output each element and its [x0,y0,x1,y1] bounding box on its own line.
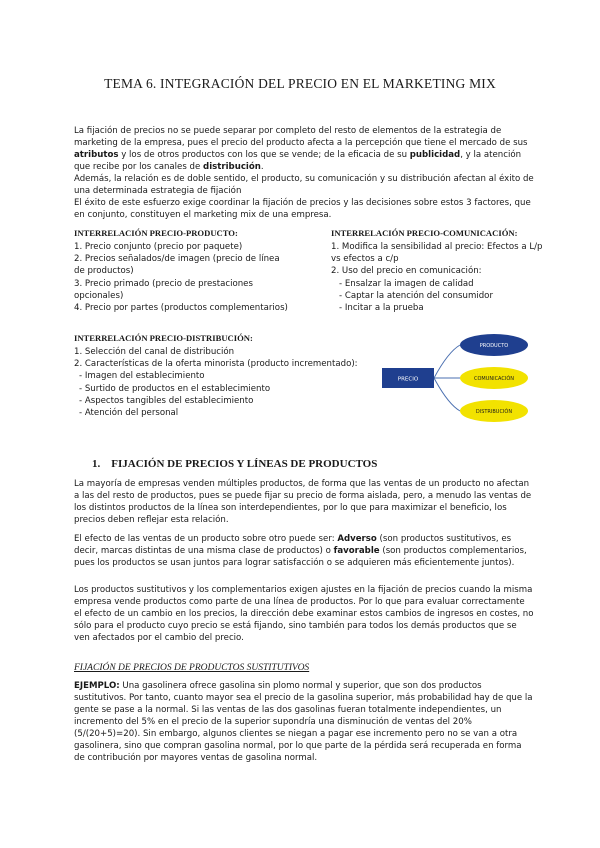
list-item: - Captar la atención del consumidor [339,290,493,301]
list-item: - Incitar a la prueba [339,303,424,314]
intro-paragraph-3: El éxito de este esfuerzo exige coordinar la fijación de precios y las decisiones sobre estos 3 factores, que en conjunto, constituyen el marketing mix de una empresa. [74,198,531,220]
intro-text: , y la atención que recibe por los canales de [74,150,522,172]
intro-text: y los de otros productos con los que se vende; de la eficacia de su [118,150,410,160]
paragraph-text: (son productos complementarios, pues los productos se usan juntos para lograr satisfacción o se adquieren más eficientemente juntos). [74,546,527,568]
list-item: 1. Precio conjunto (precio por paquete) [74,242,243,252]
precio-producto-list [74,241,288,314]
section-1-paragraph-1: La mayoría de empresas venden múltiples productos, de forma que las ventas de un producto no afectan a las del resto de productos, pues se puede fijar su precio de forma aislada, pero, a menudo las ventas de los distintos productos de la línea son interdependientes, por lo que para maximizar el beneficio, los precios deben reflejar esta relación. [74,479,532,525]
bold-atributos: atributos [74,150,119,160]
list-item: - Aspectos tangibles del establecimiento [79,395,254,406]
precio-producto-heading: INTERRELACIÓN PRECIO-PRODUCTO: [74,228,238,238]
list-item: - Atención del personal [79,408,179,419]
precio-comunicacion-heading: INTERRELACIÓN PRECIO-COMUNICACIÓN: [331,228,518,238]
page-title: TEMA 6. INTEGRACIÓN DEL PRECIO EN EL MARKETING MIX [104,76,496,91]
bold-distribucion: distribución [203,162,261,172]
bold-favorable: favorable [333,546,380,556]
list-item: - Ensalzar la imagen de calidad [339,278,474,289]
connector-producto [434,345,460,378]
intro-text: . [260,162,264,172]
connector-distribucion [434,378,460,411]
example-text: Una gasolinera ofrece gasolina sin plomo normal y superior, que son dos productos sustitutivos. Por tanto, cuanto mayor sea el precio de la gasolina superior, más probabilidad hay de que la gente se pase a la normal. Si las ventas de las dos gasolinas fueran totalmente independientes, un incremento del 5% en el precio de la superior supondría una disminución de ventas del 20% (5/(20+5)=20). Sin embargo, algunos clientes se niegan a pagar ese incremento pero no se van a otra gasolinera, sino que compran gasolina normal, por lo que parte de la pérdida será recuperada en forma de contribución por mayores ventas de gasolina normal. [74,681,533,763]
precio-distribucion-list [74,346,358,419]
comunicacion-node-label: COMUNICACIÓN [473,376,515,382]
list-item: 3. Precio primado (precio de prestaciones [74,278,253,289]
precio-comunicacion-list [331,241,542,314]
section-1-paragraph-2 [74,533,534,569]
list-item: opcionales) [74,290,124,301]
section-title-text: FIJACIÓN DE PRECIOS Y LÍNEAS DE PRODUCTOS [111,458,378,470]
bold-publicidad: publicidad [409,150,461,160]
list-item: vs efectos a c/p [331,254,399,265]
list-item: 2. Uso del precio en comunicación: [331,266,482,277]
precio-producto-block [74,228,288,314]
diagram-connectors [434,345,460,411]
paragraph-text: (son productos sustitutivos, es decir, marcas distintas de una misma clase de productos) o [74,534,512,556]
precio-distribucion-heading: INTERRELACIÓN PRECIO-DISTRIBUCIÓN: [74,333,253,343]
bold-adverso: Adverso [337,534,377,544]
list-item: de productos) [74,266,134,277]
marketing-mix-diagram [378,330,538,424]
section-1-title [92,458,377,470]
precio-comunicacion-block [331,228,542,314]
subsection-title: FIJACIÓN DE PRECIOS DE PRODUCTOS SUSTITUTIVOS [74,663,310,673]
list-item: 2. Precios señalados/de imagen (precio de línea [74,254,280,265]
precio-distribucion-block [74,333,358,419]
intro-paragraph-1 [74,125,534,173]
intro-text: La fijación de precios no se puede separar por completo del resto de elementos de la estrategia de marketing de la empresa, pues el precio del producto afecta a la percepción que tiene el mercado de sus [74,126,528,148]
section-1-paragraph-3: Los productos sustitutivos y los complementarios exigen ajustes en la fijación de precios cuando la misma empresa vende productos como parte de una línea de productos. Por lo que para evaluar correctamente el efecto de un cambio en los precios, la dirección debe examinar estos cambios de ingresos en costes, no sólo para el producto cuyo precio se está fijando, sino también para todos los demás productos que se ven afectados por el cambio del precio. [74,585,534,643]
list-item: 4. Precio por partes (productos complementarios) [74,303,288,314]
list-item: - Surtido de productos en el establecimiento [79,383,271,394]
paragraph-text: El efecto de las ventas de un producto sobre otro puede ser: [74,534,338,544]
example-label: EJEMPLO: [74,681,120,691]
section-number: 1. [92,458,101,470]
intro-paragraph-2: Además, la relación es de doble sentido, el producto, su comunicación y su distribución afectan al éxito de una determinada estrategia de fijación [74,174,534,196]
list-item: - Imagen del establecimiento [79,371,205,382]
list-item: 1. Selección del canal de distribución [74,347,235,357]
list-item: 2. Características de la oferta minorista (producto incrementado): [74,359,358,370]
distribucion-node-label: DISTRIBUCIÓN [475,409,513,415]
intro-section [74,125,534,221]
example-paragraph [74,680,534,764]
precio-node-label: PRECIO [397,376,419,383]
list-item: 1. Modifica la sensibilidad al precio: Efectos a L/p [331,242,543,252]
producto-node-label: PRODUCTO [479,343,509,349]
